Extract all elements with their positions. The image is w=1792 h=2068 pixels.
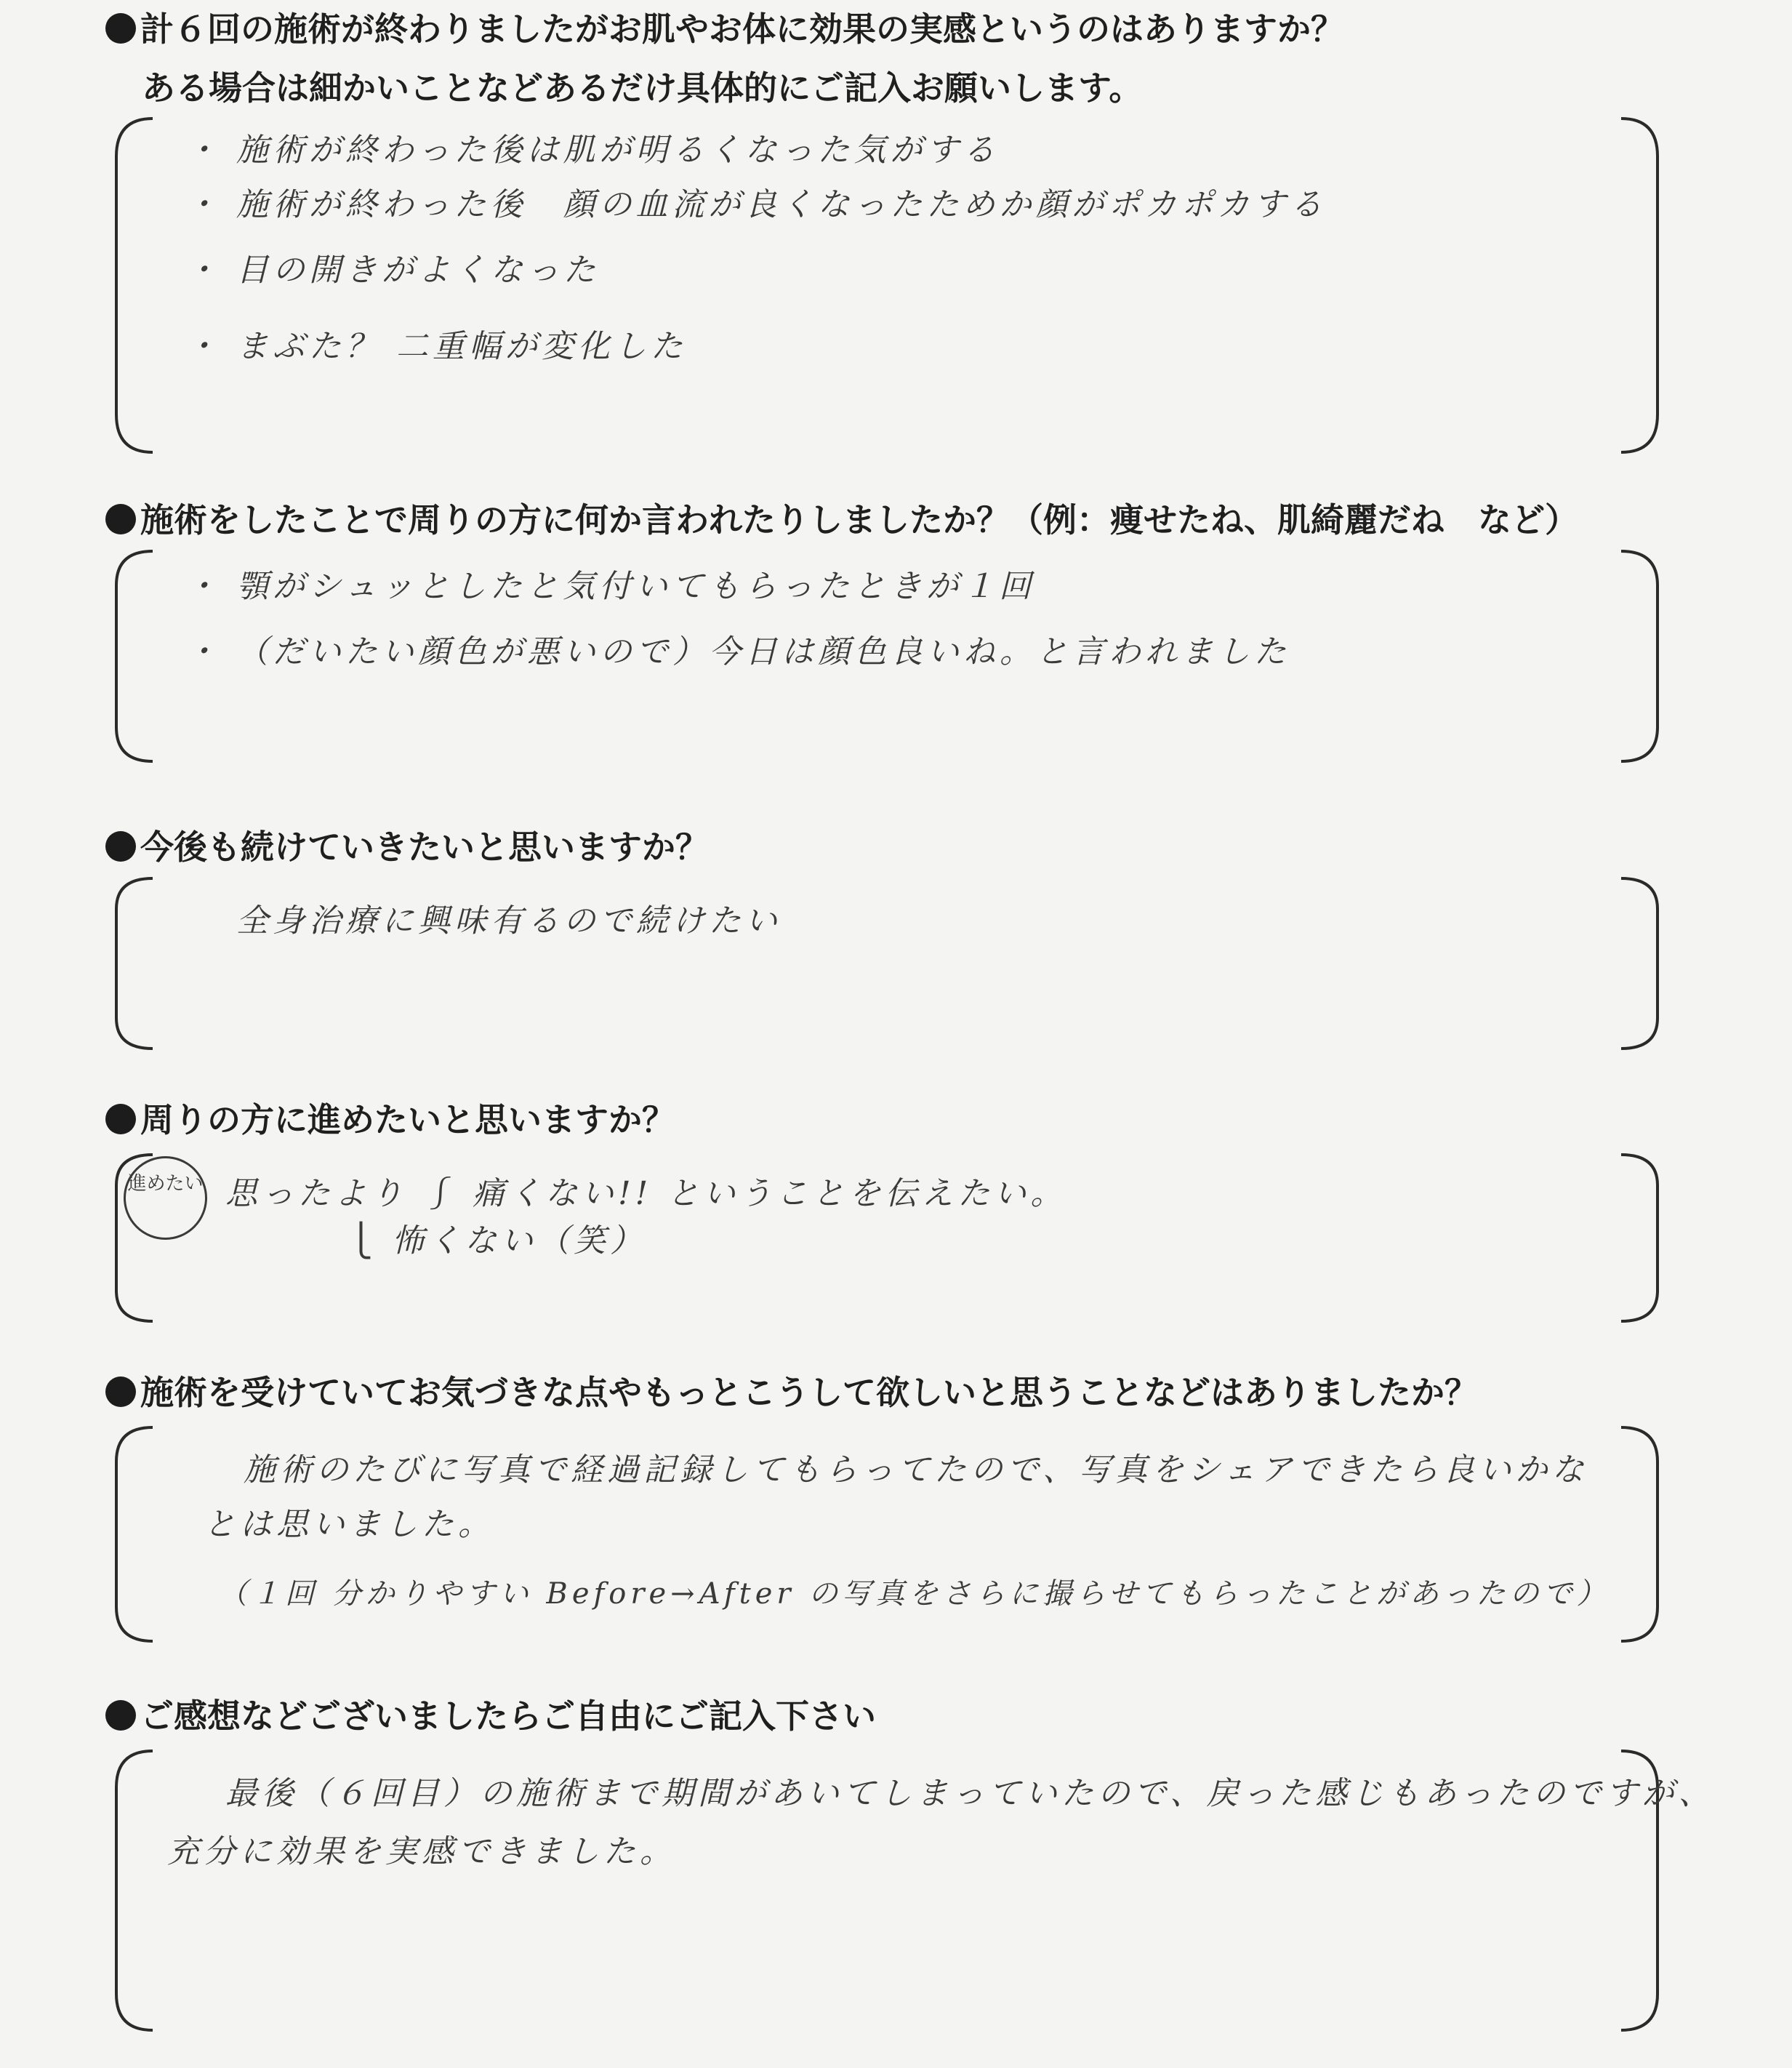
question-6	[105, 1687, 876, 1745]
circled-note: 進めたい	[124, 1156, 207, 1240]
bullet-icon	[105, 13, 136, 44]
question-6-text: ご感想などございましたらご自由にご記入下さい	[140, 1696, 876, 1736]
bullet-icon	[105, 831, 136, 862]
answer-6-line-1: 最後（６回目）の施術まで期間があいてしまっていたので、戻った感じもあったのですが、	[225, 1775, 1715, 1812]
answer-2-line-1: ・ 顎がシュッとしたと気付いてもらったときが１回	[185, 568, 1036, 605]
bullet-icon	[105, 504, 136, 534]
answer-1-line-4: ・ まぶた？ 二重幅が変化した	[185, 328, 687, 365]
question-3	[105, 818, 709, 876]
question-2-text: 施術をしたことで周りの方に何か言われたりしましたか？（例：痩せたね、肌綺麗だね など）	[140, 500, 1578, 540]
question-1-subline: ある場合は細かいことなどあるだけ具体的にご記入お願いします。	[142, 68, 1143, 108]
answer-5-line-2: とは思いました。	[204, 1506, 494, 1543]
answer-1-line-2: ・ 施術が終わった後 顔の血流が良くなったためか顔がポカポカする	[185, 186, 1327, 223]
bullet-icon	[105, 1700, 136, 1731]
question-5-text: 施術を受けていてお気づきな点やもっとこうして欲しいと思うことなどはありましたか？	[140, 1373, 1478, 1412]
answer-5-line-1: 施術のたびに写真で経過記録してもらってたので、写真をシェアできたら良いかな	[244, 1451, 1588, 1488]
question-2	[105, 491, 1578, 549]
bullet-icon	[105, 1376, 136, 1407]
answer-5-line-3: （１回 分かりやすい Before→After の写真をさらに撮らせてもらったことがあったので）	[218, 1577, 1610, 1611]
question-5	[105, 1363, 1478, 1422]
question-4-text: 周りの方に進めたいと思いますか？	[140, 1100, 675, 1139]
answer-1-line-3: ・ 目の開きがよくなった	[185, 252, 600, 289]
answer-3-line-1: 全身治療に興味有るので続けたい	[236, 902, 782, 939]
answer-1-line-1: ・ 施術が終わった後は肌が明るくなった気がする	[185, 132, 1000, 169]
question-1-text: 計６回の施術が終わりましたがお肌やお体に効果の実感というのはありますか？	[140, 9, 1344, 49]
answer-2-line-2: ・ （だいたい顔色が悪いので）今日は顔色良いね。と言われました	[185, 633, 1290, 670]
question-1	[105, 0, 1344, 58]
answer-4-line-2: ⎩ 怖くない（笑）	[349, 1222, 646, 1259]
question-3-text: 今後も続けていきたいと思いますか？	[140, 827, 709, 867]
answer-6-line-2: 充分に効果を実感できました。	[167, 1833, 676, 1870]
answer-4-line-1: 思ったより ⎰ 痛くない!! ということを伝えたい。	[225, 1175, 1067, 1212]
question-4	[105, 1091, 675, 1149]
bullet-icon	[105, 1104, 136, 1134]
